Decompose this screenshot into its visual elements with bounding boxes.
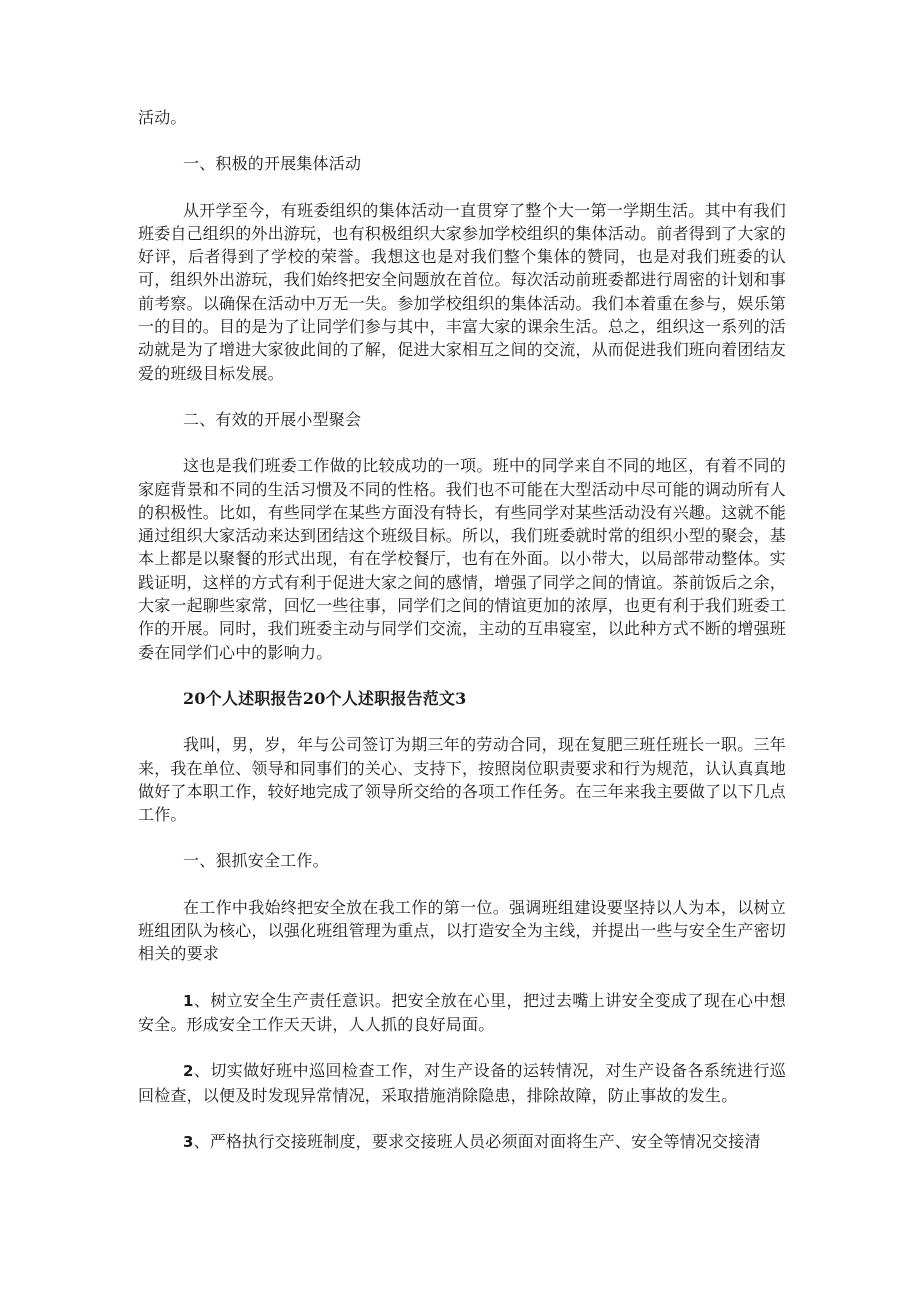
heading-collective-activities: 一、积极的开展集体活动 xyxy=(183,154,362,174)
heading-small-gatherings: 二、有效的开展小型聚会 xyxy=(183,409,362,429)
paragraph-safety-work: 在工作中我始终把安全放在我工作的第一位。强调班组建设要坚持以人为本，以树立班组团队为核心，以强化班组管理为重点，以打造安全为主线，并提出一些与安全生产密切相关的要求 xyxy=(138,897,787,964)
list-item-2 xyxy=(138,1059,786,1107)
list-item-number: 2 xyxy=(183,1062,194,1081)
list-item-text: 、树立安全生产责任意识。把安全放在心里，把过去嘴上讲安全变成了现在心中想安全。形成安全工作天天讲，人人抓的良好局面。 xyxy=(138,990,786,1034)
paragraph-small-gatherings: 这也是我们班委工作做的比较成功的一项。班中的同学来自不同的地区，有着不同的家庭背景和不同的生活习惯及不同的性格。我们也不可能在大型活动中尽可能的调动所有人的积极性。比如，有些同学在某些方面没有特长，有些同学对某些活动没有兴趣。这就不能通过组织大家活动来达到团结这个班级目标。所以，我们班委就时常的组织小型的聚会，基本上都是以聚餐的形式出现，有在学校餐厅，也有在外面。以小带大，以局部带动整体。实践证明，这样的方式有利于促进大家之间的感情，增强了同学之间的情谊。茶前饭后之余，大家一起聊些家常，回忆一些往事，同学们之间的情谊更加的浓厚，也更有利于我们班委工作的开展。同时，我们班委主动与同学们交流，主动的互串寝室，以此种方式不断的增强班委在同学们心中的影响力。 xyxy=(138,456,787,662)
list-item-1 xyxy=(138,989,786,1037)
paragraph-introduction: 我叫，男，岁，年与公司签订为期三年的劳动合同，现在复肥三班任班长一职。三年来，我在单位、领导和同事们的关心、支持下，按照岗位职责要求和行为规范，认认真真地做好了本职工作，较好地完成了领导所交给的各项工作任务。在三年来我主要做了以下几点工作。 xyxy=(138,735,787,825)
document-page xyxy=(138,106,786,1154)
paragraph-continuation: 活动。 xyxy=(138,108,187,127)
list-item-number: 3 xyxy=(183,1132,194,1151)
section-title: 20个人述职报告20个人述职报告范文3 xyxy=(183,688,467,708)
list-item-text: 、严格执行交接班制度，要求交接班人员必须面对面将生产、安全等情况交接清 xyxy=(193,1131,761,1151)
list-item-3 xyxy=(138,1130,786,1154)
paragraph-collective-activities: 从开学至今，有班委组织的集体活动一直贯穿了整个大一第一学期生活。其中有我们班委自己组织的外出游玩，也有积极组织大家参加学校组织的集体活动。前者得到了大家的好评，后者得到了学校的荣誉。我想这也是对我们整个集体的赞同，也是对我们班委的认可，组织外出游玩，我们始终把安全问题放在首位。每次活动前班委都进行周密的计划和事前考察。以确保在活动中万无一失。参加学校组织的集体活动。我们本着重在参与，娱乐第一的目的。目的是为了让同学们参与其中，丰富大家的课余生活。总之，组织这一系列的活动就是为了增进大家彼此间的了解，促进大家相互之间的交流，从而促进我们班向着团结友爱的班级目标发展。 xyxy=(138,200,787,383)
list-item-number: 1 xyxy=(183,991,194,1010)
list-item-text: 、切实做好班中巡回检查工作，对生产设备的运转情况，对生产设备各系统进行巡回检查，以便及时发现异常情况，采取措施消除隐患，排除故障，防止事故的发生。 xyxy=(138,1061,786,1105)
heading-safety-work: 一、狠抓安全工作。 xyxy=(183,851,329,871)
